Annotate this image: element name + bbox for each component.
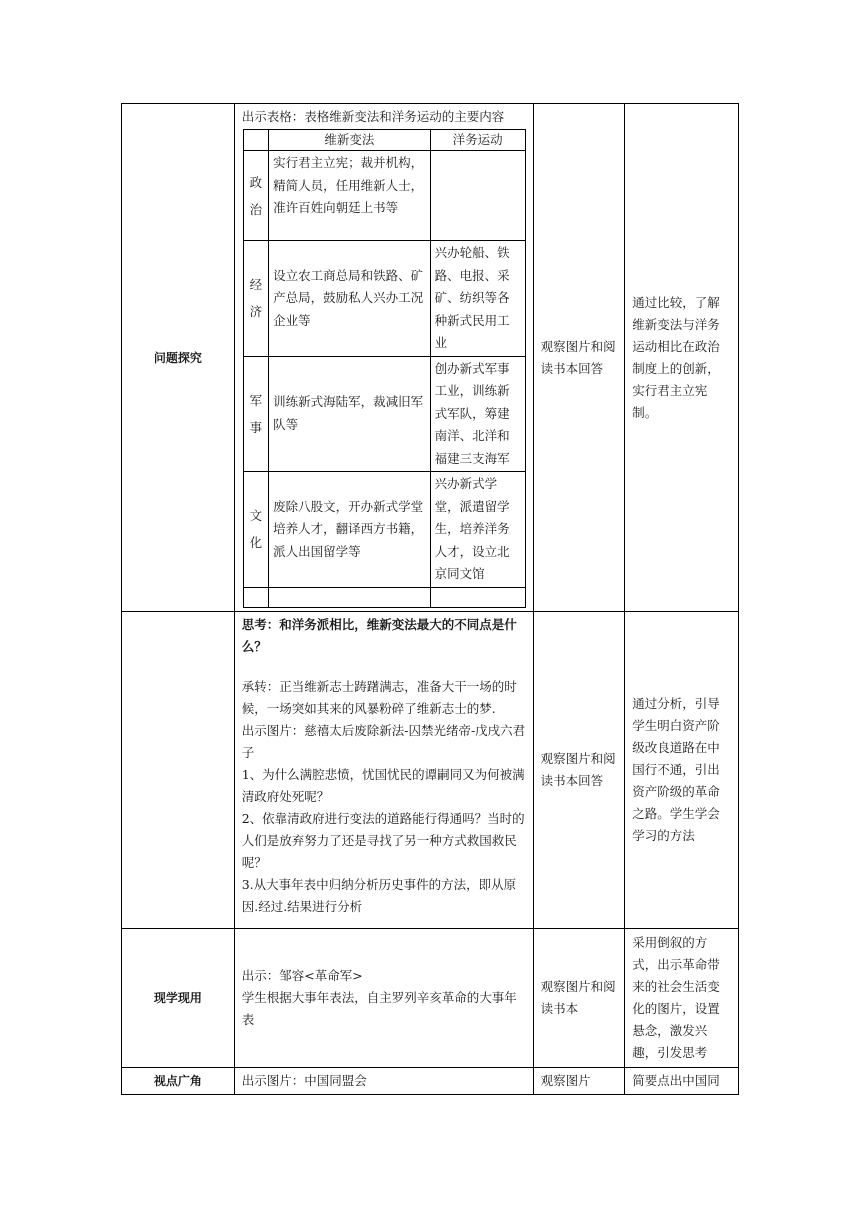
table-row [122,612,739,929]
comparison-row [243,356,525,472]
reform-cell: 训练新式海陆军，裁减旧军队等 [269,356,430,472]
think-question: 思考：和洋务派相比，维新变法最大的不同点是什么？ [241,617,517,654]
student-activity: 观察图片和阅读书本回答 [540,338,616,376]
section-label: 视点广角 [122,1068,235,1095]
row-label: 政治 [243,151,268,241]
lesson-plan-table [121,103,739,1095]
comparison-row [243,151,525,241]
content-cell [234,929,533,1068]
reform-cell: 设立农工商总局和铁路、矿产总局，鼓励私人兴办工况企业等 [269,241,430,357]
design-purpose: 采用倒叙的方式，出示革命带来的社会生活变化的图片，设置悬念，激发兴趣，引发思考 [632,935,720,1060]
activity-cell [533,104,625,612]
purpose-cell [625,612,739,929]
content-cell [234,104,533,612]
header-blank [243,130,268,151]
student-activity: 观察图片和阅读书本 [540,979,616,1016]
content-cell [234,1068,533,1095]
row-label: 经济 [243,241,268,357]
purpose-cell [625,104,739,612]
student-activity: 观察图片 [540,1073,591,1088]
comparison-table [243,129,526,608]
section-label [122,612,235,929]
westernization-cell: 创办新式军事工业，训练新式军队，筹建南洋、北洋和福建三支海军 [430,356,525,472]
westernization-cell: 兴办新式学堂，派遣留学生，培养洋务人才，设立北京同文馆 [430,472,525,588]
comparison-row-empty [243,587,525,607]
purpose-cell [625,929,739,1068]
design-purpose: 通过比较，了解维新变法与洋务运动相比在政治制度上的创新，实行君主立宪制。 [632,294,720,420]
comparison-row [243,241,525,357]
content-cell [234,612,533,929]
activity-cell [533,612,625,929]
activity-cell [533,1068,625,1095]
reform-cell: 实行君主立宪；裁并机构，精简人员，任用维新人士，准许百姓向朝廷上书等 [269,151,430,241]
question-2: 2、依靠清政府进行变法的道路能行得通吗？当时的人们是放弃努力了还是寻找了另一种方式救国救民呢？ [241,811,525,870]
activity-cell [533,929,625,1068]
show-picture-text: 出示图片：慈禧太后废除新法-囚禁光绪帝-戊戌六君子 [241,723,526,760]
question-3: 3.从大事年表中归纳分析历史事件的方法，即从原因.经过.结果进行分析 [241,877,517,914]
header-westernization: 洋务运动 [430,130,525,151]
comparison-header-row [243,130,525,151]
task-text: 学生根据大事年表法，自主罗列辛亥革命的大事年表 [241,990,517,1027]
section-label: 问题探究 [122,104,235,612]
westernization-cell: 兴办轮船、铁路、电报、采矿、纺织等各种新式民用工业 [430,241,525,357]
table-row [122,1068,739,1095]
transition-text: 承转：正当维新志士踌躇满志，准备大干一场的时候，一场突如其来的风暴粉碎了维新志士的梦. [241,679,517,716]
purpose-cell [625,1068,739,1095]
design-purpose: 通过分析，引导学生明白资产阶级改良道路在中国行不通，引出资产阶级的革命之路。学生学会学习的方法 [632,696,720,843]
reform-cell: 废除八股文，开办新式学堂培养人才，翻译西方书籍，派人出国留学等 [269,472,430,588]
show-text: 出示：邹容<革命军> [241,968,363,983]
show-text: 出示图片：中国同盟会 [241,1073,367,1088]
question-1: 1、为什么满腔悲愤，忧国忧民的谭嗣同又为何被满清政府处死呢？ [241,767,525,804]
row-label: 文化 [243,472,268,588]
comparison-row [243,472,525,588]
table-row [122,929,739,1068]
student-activity: 观察图片和阅读书本回答 [540,751,616,788]
section-label: 现学现用 [122,929,235,1068]
table-row [122,104,739,612]
header-reform: 维新变法 [269,130,430,151]
westernization-cell [430,151,525,241]
row-label: 军事 [243,356,268,472]
table-intro: 出示表格：表格维新变法和洋务运动的主要内容 [241,109,505,124]
design-purpose: 简要点出中国同 [632,1073,720,1088]
